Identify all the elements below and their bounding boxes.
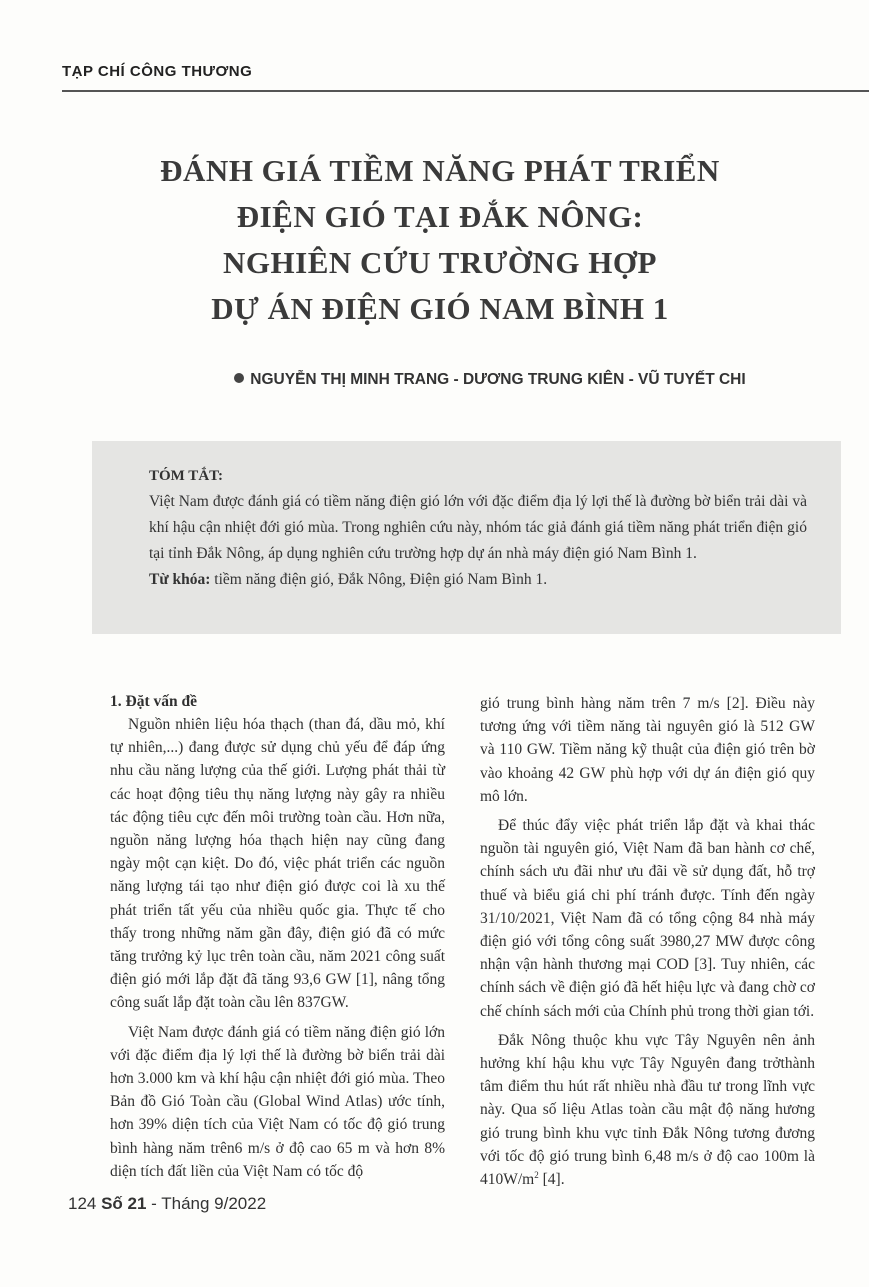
authors-text: NGUYỄN THỊ MINH TRANG - DƯƠNG TRUNG KIÊN - VŨ TUYẾT CHI xyxy=(250,371,746,388)
paragraph: Để thúc đẩy việc phát triển lắp đặt và khai thác nguồn tài nguyên gió, Việt Nam đã ban hành cơ chế, chính sách ưu đãi như ưu đãi về sử dụng đất, hỗ trợ thuế và biểu giá chi phí tránh được. Tính đến ngày 31/10/2021, Việt Nam đã có tổng cộng 84 nhà máy điện gió với tổng công suất 3980,27 MW được công nhận vận hành thương mại COD [3]. Tuy nhiên, các chính sách về điện gió đã hết hiệu lực và đang chờ cơ chế chính sách mới của Chính phủ trong thời gian tới. xyxy=(480,817,815,1020)
title-line: ĐÁNH GIÁ TIỀM NĂNG PHÁT TRIỂN xyxy=(160,153,720,188)
paragraph-text: Đắk Nông thuộc khu vực Tây Nguyên nên ảnh hưởng khí hậu khu vực Tây Nguyên đang trởthành tâm điểm thu hút rất nhiều nhà đầu tư trong lĩnh vực này. Qua số liệu Atlas toàn cầu mật độ năng hương gió trung bình khu vực tỉnh Đắk Nông tương đương với tốc độ gió trung bình 6,48 m/s ở độ cao 100m là 410W/m xyxy=(480,1031,815,1189)
section-heading: 1. Đặt vấn đề xyxy=(110,693,197,710)
superscript: 2 xyxy=(534,1169,539,1180)
issue-number: Số 21 xyxy=(101,1194,147,1213)
paragraph: gió trung bình hàng năm trên 7 m/s [2]. Điều này tương ứng với tiềm năng tài nguyên gió là 512 GW và 110 GW. Tiềm năng kỹ thuật của điện gió trên bờ vào khoảng 42 GW phù hợp với dự án điện gió quy mô lớn. xyxy=(480,695,815,805)
journal-name: TẠP CHÍ CÔNG THƯƠNG xyxy=(62,63,253,80)
abstract-text: Việt Nam được đánh giá có tiềm năng điện gió lớn với đặc điểm địa lý lợi thế là đường bờ biển trải dài và khí hậu cận nhiệt đới gió mùa. Trong nghiên cứu này, nhóm tác giả đánh giá tiềm năng phát triển điện gió tại tỉnh Đắk Nông, áp dụng nghiên cứu trường hợp dự án nhà máy điện gió Nam Bình 1. xyxy=(149,493,807,562)
title-line: DỰ ÁN ĐIỆN GIÓ NAM BÌNH 1 xyxy=(211,291,669,326)
left-column xyxy=(110,690,445,1189)
keywords xyxy=(149,567,807,593)
abstract-heading: TÓM TẮT: xyxy=(149,468,224,484)
page-footer xyxy=(68,1194,266,1214)
bullet-icon xyxy=(234,373,244,383)
article-title xyxy=(60,148,820,332)
author-list xyxy=(160,371,820,389)
page-number: 124 xyxy=(68,1194,102,1213)
paragraph: Việt Nam được đánh giá có tiềm năng điện gió lớn với đặc điểm địa lý lợi thế là đường bờ biển trải dài hơn 3.000 km và khí hậu cận nhiệt đới gió mùa. Theo Bản đồ Gió Toàn cầu (Global Wind Atlas) ước tính, hơn 39% diện tích của Việt Nam có tốc độ gió trung bình hàng năm trên6 m/s ở độ cao 65 m và hơn 8% diện tích đất liền của Việt Nam có tốc độ xyxy=(110,1023,445,1180)
title-line: NGHIÊN CỨU TRƯỜNG HỢP xyxy=(223,245,657,280)
paragraph: Nguồn nhiên liệu hóa thạch (than đá, dầu mỏ, khí tự nhiên,...) đang được sử dụng chủ yếu để đáp ứng nhu cầu năng lượng của thế giới. Lượng phát thải từ các hoạt động tiêu thụ năng lượng này gây ra nhiều tác động tiêu cực đến môi trường toàn cầu. Hơn nữa, nguồn năng lượng hóa thạch hiện nay cũng đang ngày một cạn kiệt. Do đó, việc phát triển các nguồn năng lượng tái tạo như điện gió được coi là xu thế phát triển tất yếu của nhiều quốc gia. Thực tế cho thấy trong những năm gần đây, điện gió đã có mức tăng trưởng kỷ lục trên toàn cầu, năm 2021 công suất điện gió mới lắp đặt đã tăng 93,6 GW [1], nâng tổng công suất lắp đặt toàn cầu lên 837GW. xyxy=(110,716,445,1012)
paragraph xyxy=(480,1029,815,1191)
header-rule xyxy=(62,90,869,92)
keywords-label: Từ khóa: xyxy=(149,571,211,588)
keywords-text: tiềm năng điện gió, Đắk Nông, Điện gió Nam Bình 1. xyxy=(210,571,548,588)
title-line: ĐIỆN GIÓ TẠI ĐẮK NÔNG: xyxy=(236,199,644,234)
right-column xyxy=(480,692,815,1197)
citation: [4]. xyxy=(538,1171,565,1189)
abstract-box xyxy=(92,441,841,634)
issue-date: - Tháng 9/2022 xyxy=(146,1194,267,1213)
